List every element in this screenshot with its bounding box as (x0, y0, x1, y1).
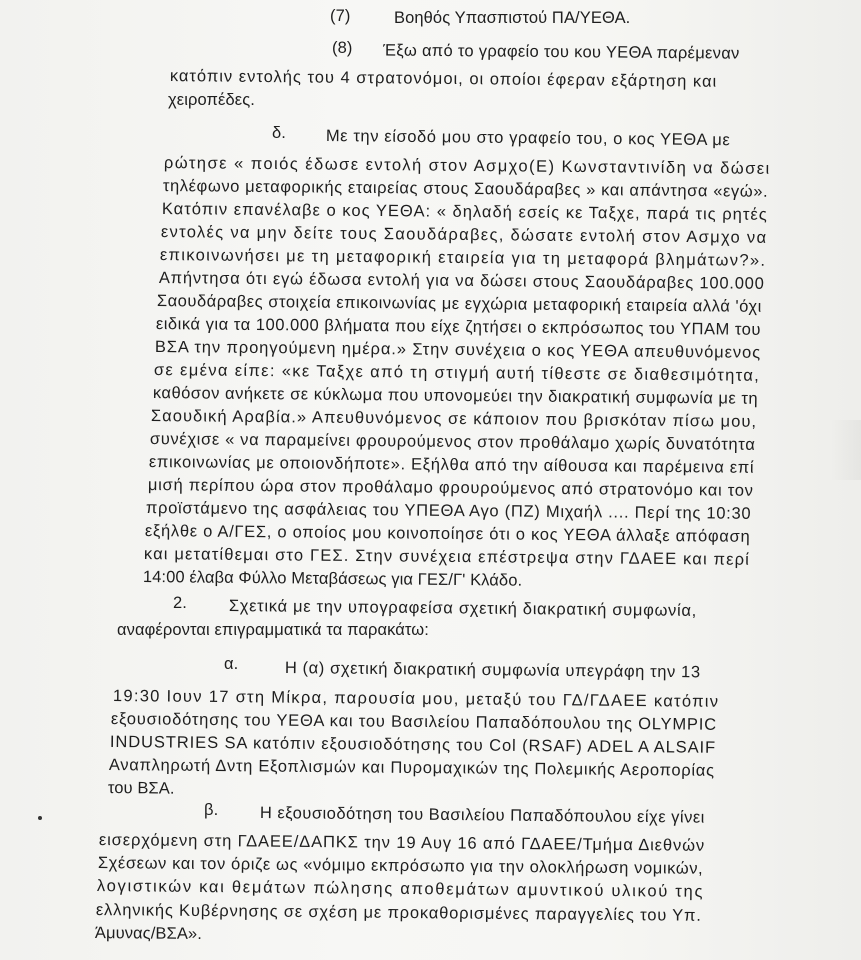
scan-speck (38, 816, 42, 820)
item-8-line-2: κατόπιν εντολής του 4 στρατονόμοι, οι οποίοι έφεραν εξάρτηση και (169, 66, 718, 91)
delta-line: Κατόπιν επανέλαβε ο κος ΥΕΘΑ: « δηλαδή εσείς κε Ταξχε, παρά τις ρητές (161, 199, 768, 224)
delta-line: Σαουδάραβες στοιχεία επικοινωνίας με εγχώρια μεταφορική εταιρεία αλλά 'όχι (156, 291, 762, 316)
section-alpha-first-line: Η (α) σχετική διακρατική συμφωνία υπεγράφη την 13 (284, 658, 701, 682)
delta-line: Απήντησα ότι εγώ έδωσα εντολή για να δώσει στους Σαουδάραβες 100.000 (158, 268, 765, 293)
delta-line: εξήλθε ο Α/ΓΕΣ, ο οποίος μου κοινοποίησε ότι ο κος ΥΕΘΑ άλλαξε απόφαση (144, 521, 751, 546)
scan-shadow (831, 420, 861, 480)
beta-line: εισερχόμενη στη ΓΔΑΕΕ/ΔΑΠΚΣ την 19 Αυγ 16 από ΓΔΑΕΕ/Τμήμα Διεθνών (98, 830, 706, 855)
delta-line: και μετατίθεμαι στο ΓΕΣ. Στην συνέχεια επέστρεψα στην ΓΔΑΕΕ και περί (143, 544, 751, 569)
delta-line: προϊστάμενο της ασφάλειας του ΥΠΕΘΑ Αγο (ΠΖ) Μιχαήλ .... Περί της 10:30 (145, 498, 752, 523)
delta-line: ΒΣΑ την προηγούμενη ημέρα.» Στην συνέχεια ο κος ΥΕΘΑ απευθυνόμενος (154, 337, 762, 362)
delta-line: Σαουδική Αραβία.» Απευθυνόμενος σε κάποιον που βρισκόταν πίσω μου, (150, 406, 758, 431)
delta-line: ειδικά για τα 100.000 βλήματα που είχε ζητήσει ο εκπρόσωπος του ΥΠΑΜ του (155, 314, 762, 339)
delta-line: συνέχισε « να παραμείνει φρουρούμενος στον προθάλαμο χωρίς δυνατότητα (149, 429, 756, 454)
delta-line: εντολές να μην δείτε τους Σαουδάραβες, δώσατε εντολή στον Ασμχο να (160, 222, 768, 247)
section-2-first-line: Σχετικά με την υπογραφείσα σχετική διακρατική συμφωνία, (228, 596, 698, 620)
delta-line: τηλέφωνο μεταφορικής εταιρείας στους Σαουδάραβες » και απάντησα «εγώ». (162, 176, 769, 201)
beta-line: Άμυνας/ΒΣΑ». (94, 923, 203, 943)
item-7-number: (7) (330, 7, 351, 25)
delta-line: επικοινωνήσει με τη μεταφορική εταιρεία για τη μεταφορά βλημάτων?». (159, 245, 767, 270)
alpha-line: του ΒΣΑ. (107, 778, 175, 798)
alpha-line: εξουσιοδότησης του ΥΕΘΑ και του Βασιλείου Παπαδόπουλου της OLYMPIC (110, 709, 717, 734)
alpha-line: INDUSTRIES SA κατόπιν εξουσιοδότησης του Col (RSAF) ADEL A ALSAIF (109, 732, 717, 757)
beta-line: λογιστικών και θεμάτων πώλησης αποθεμάτων αμυντικού υλικού της (96, 877, 705, 902)
alpha-line: Αναπληρωτή Δντη Εξοπλισμών και Πυρομαχικών της Πολεμικής Αεροπορίας (108, 755, 715, 780)
section-beta-label: β. (204, 801, 219, 819)
section-alpha-label: α. (224, 655, 239, 673)
section-beta-first-line: Η εξουσιοδότηση του Βασιλείου Παπαδόπουλου είχε γίνει (259, 803, 705, 827)
delta-line: μισή περίπου ώρα στον προθάλαμο φρουρούμενος από στρατονόμο και τον (147, 475, 754, 500)
item-7-text: Βοηθός Υπασπιστού ΠΑ/ΥΕΘΑ. (394, 9, 631, 27)
delta-line: ρώτησε « ποιός έδωσε εντολή στον Ασμχο(Ε) Κωνσταντινίδη να δώσει (163, 153, 771, 178)
delta-line: 14:00 έλαβα Φύλλο Μεταβάσεως για ΓΕΣ/Γ' Κλάδο. (142, 567, 523, 590)
section-delta-first-line: Με την είσοδό μου στο γραφείο του, ο κος ΥΕΘΑ με (325, 126, 731, 150)
item-8-line-1: Έξω από το γραφείο του κου ΥΕΘΑ παρέμεναν (382, 41, 740, 63)
beta-line: Σχέσεων και τον όριζε ως «νόμιμο εκπρόσωπο για την ολοκλήρωση νομικών, (97, 854, 704, 878)
section-delta-label: δ. (272, 124, 286, 142)
item-8-line-3: χειροπέδες. (168, 91, 255, 109)
delta-line: καθόσον ανήκετε σε κύκλωμα που υπονομεύει την διακρατική συμφωνία με τη (152, 383, 759, 408)
delta-line: σε εμένα είπε: «κε Ταξχε από τη στιγμή αυτή τίθεστε σε διαθεσιμότητα, (153, 360, 761, 385)
item-8-number: (8) (332, 39, 353, 57)
alpha-line: 19:30 Ιουν 17 στη Μίκρα, παρουσία μου, μεταξύ του ΓΔ/ΓΔΑΕΕ κατόπιν (112, 686, 720, 711)
delta-line: επικοινωνίας με οποιονδήποτε». Εξήλθα από την αίθουσα και παρέμεινα επί (148, 452, 755, 477)
section-2-number: 2. (173, 594, 187, 612)
beta-line: ελληνικής Κυβέρνησης σε σχέση με προκαθορισμένες παραγγελίες του Υπ. (95, 900, 702, 925)
section-2-second-line: αναφέρονται επιγραμματικά τα παρακάτω: (117, 621, 429, 639)
